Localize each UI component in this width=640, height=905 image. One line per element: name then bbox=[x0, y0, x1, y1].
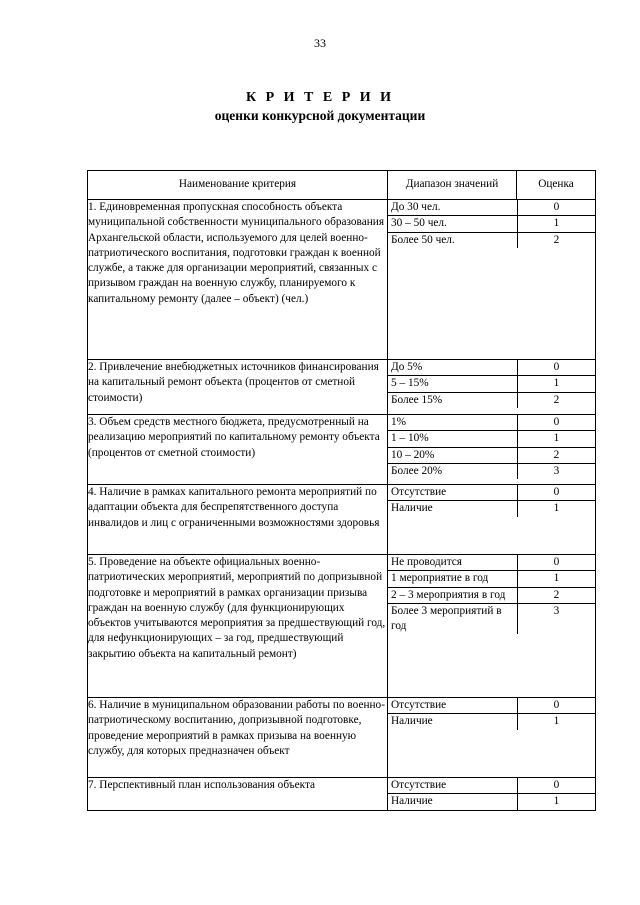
table-row bbox=[88, 698, 596, 778]
option-score: 2 bbox=[517, 448, 595, 463]
criterion-name: 7. Перспективный план использования объекта bbox=[88, 778, 388, 811]
option-score: 1 bbox=[517, 501, 595, 516]
option-range: До 30 чел. bbox=[391, 201, 441, 213]
option-range: Отсутствие bbox=[391, 699, 447, 711]
option-row bbox=[388, 698, 595, 714]
criterion-options bbox=[388, 360, 596, 415]
option-range: Отсутствие bbox=[391, 486, 447, 498]
header-score: Оценка bbox=[517, 171, 596, 200]
option-score: 0 bbox=[517, 360, 595, 375]
option-row bbox=[388, 555, 595, 571]
option-row bbox=[388, 588, 595, 604]
option-row bbox=[388, 448, 595, 464]
option-range: До 5% bbox=[391, 361, 423, 373]
criterion-options bbox=[388, 555, 596, 698]
criteria-body bbox=[88, 200, 596, 811]
option-row bbox=[388, 794, 595, 809]
option-range: 1 мероприятие в год bbox=[391, 572, 489, 585]
option-score: 3 bbox=[517, 464, 595, 479]
option-range: 5 – 15% bbox=[391, 377, 429, 390]
option-range: Наличие bbox=[391, 715, 433, 728]
document-title: К Р И Т Е Р И И bbox=[245, 90, 395, 105]
option-row bbox=[388, 233, 595, 248]
option-range: Наличие bbox=[391, 795, 433, 808]
option-score: 0 bbox=[517, 698, 595, 713]
table-row bbox=[88, 415, 596, 485]
option-score: 2 bbox=[517, 393, 595, 408]
option-range: Наличие bbox=[391, 502, 433, 515]
criterion-options bbox=[388, 200, 596, 360]
criterion-name: 1. Единовременная пропускная способность объекта муниципальной собственности муниципального образования Архангельской области, используемого для целей военно-патриотического воспитания, подготовки граждан к военной службе, а также для организации мероприятий, связанных с призывом граждан на военную службу, планируемого к капитальному ремонту (далее – объект) (чел.) bbox=[88, 200, 388, 360]
option-row bbox=[388, 360, 595, 376]
option-row bbox=[388, 714, 595, 729]
criterion-options bbox=[388, 698, 596, 778]
criteria-table bbox=[87, 170, 596, 811]
page-number: 33 bbox=[314, 36, 326, 50]
option-score: 2 bbox=[517, 588, 595, 603]
option-range: Отсутствие bbox=[391, 779, 447, 791]
option-range: Более 3 мероприятий в год bbox=[391, 604, 502, 633]
option-row bbox=[388, 415, 595, 431]
option-score: 1 bbox=[517, 376, 595, 391]
criterion-name: 6. Наличие в муниципальном образовании работы по военно-патриотическому воспитанию, допризывной подготовке, проведение мероприятий в рамках призыва на военную службу, для которых предназначен объект bbox=[88, 698, 388, 778]
option-range: 10 – 20% bbox=[391, 448, 435, 461]
option-row bbox=[388, 778, 595, 794]
option-score: 0 bbox=[517, 200, 595, 215]
option-score: 0 bbox=[517, 485, 595, 500]
option-score: 0 bbox=[517, 555, 595, 570]
option-score: 2 bbox=[517, 233, 595, 248]
table-row bbox=[88, 778, 596, 811]
option-row bbox=[388, 485, 595, 501]
option-range: Более 15% bbox=[391, 393, 443, 406]
criterion-options bbox=[388, 485, 596, 555]
option-range: 1% bbox=[391, 416, 407, 428]
option-range: 1 – 10% bbox=[391, 432, 429, 445]
option-range: Более 20% bbox=[391, 464, 443, 477]
document-subtitle: оценки конкурсной документации bbox=[214, 108, 426, 123]
option-row bbox=[388, 464, 595, 479]
criterion-name: 5. Проведение на объекте официальных военно-патриотических мероприятий, мероприятий по допризывной подготовке и мероприятий в рамках организации призыва граждан на военную службу (для функционирующих объектов учитываются мероприятия за предшествующий год, для нефункционирующих – за год, предшествующий закрытию объекта на капитальный ремонт) bbox=[88, 555, 388, 698]
header-criterion-name: Наименование критерия bbox=[88, 171, 388, 200]
table-row bbox=[88, 200, 596, 360]
criterion-name: 3. Объем средств местного бюджета, предусмотренный на реализацию мероприятий по капитальному ремонту объекта (процентов от сметной стоимости) bbox=[88, 415, 388, 485]
option-score: 1 bbox=[517, 714, 595, 729]
option-row bbox=[388, 200, 595, 216]
table-row bbox=[88, 555, 596, 698]
option-row bbox=[388, 571, 595, 587]
criterion-options bbox=[388, 778, 596, 811]
option-score: 1 bbox=[517, 216, 595, 231]
option-score: 3 bbox=[517, 604, 595, 635]
option-score: 1 bbox=[517, 431, 595, 446]
criterion-name: 4. Наличие в рамках капитального ремонта мероприятий по адаптации объекта для беспрепятственного доступа инвалидов и лиц с ограниченными возможностями здоровья bbox=[88, 485, 388, 555]
option-score: 0 bbox=[517, 415, 595, 430]
option-range: 30 – 50 чел. bbox=[391, 217, 447, 230]
option-score: 0 bbox=[517, 778, 595, 793]
option-row bbox=[388, 376, 595, 392]
table-row bbox=[88, 360, 596, 415]
option-score: 1 bbox=[517, 571, 595, 586]
criterion-name: 2. Привлечение внебюджетных источников финансирования на капитальный ремонт объекта (процентов от сметной стоимости) bbox=[88, 360, 388, 415]
option-range: Не проводится bbox=[391, 556, 462, 568]
option-row bbox=[388, 604, 595, 635]
option-score: 1 bbox=[517, 794, 595, 809]
option-row bbox=[388, 216, 595, 232]
option-range: 2 – 3 мероприятия в год bbox=[391, 588, 506, 601]
table-header-row bbox=[88, 171, 596, 200]
table-row bbox=[88, 485, 596, 555]
option-row bbox=[388, 501, 595, 516]
option-row bbox=[388, 431, 595, 447]
option-range: Более 50 чел. bbox=[391, 233, 455, 246]
criterion-options bbox=[388, 415, 596, 485]
header-value-range: Диапазон значений bbox=[388, 171, 517, 200]
option-row bbox=[388, 393, 595, 408]
